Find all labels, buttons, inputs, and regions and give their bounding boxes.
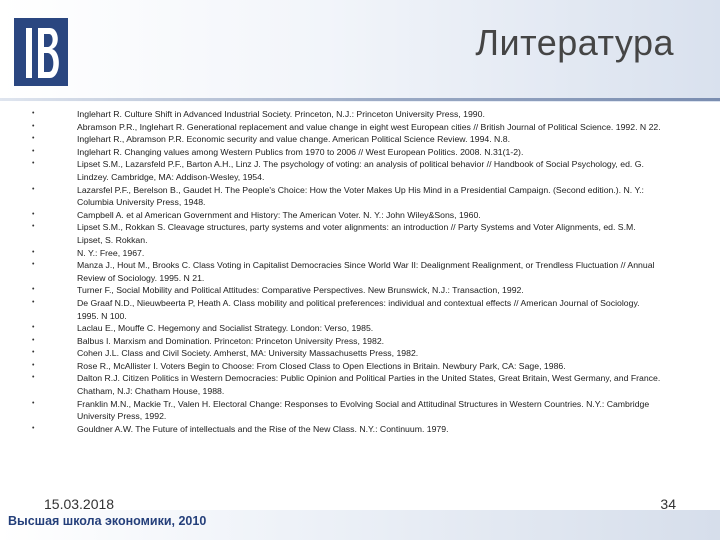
reference-text: De Graaf N.D., Nieuwbeerta P, Heath A. Class mobility and political preferences: individual and contextual effects // American Journal of Sociology. 1995. N 100. [77,297,640,321]
reference-item [32,121,662,134]
slide-title: Литература [475,22,674,63]
reference-item [32,322,662,335]
bullet-icon: • [32,286,35,294]
reference-item [32,184,662,209]
reference-text: Lipset S.M., Lazarsfeld P.F., Barton A.H., Linz J. The psychology of voting: an analysis of political behavior // Handbook of Social Psychology, ed. G. Lindzey. Cambridge, MA: Addison-Wesley, 1954. [77,159,644,182]
reference-item [32,423,662,436]
bullet-icon: • [32,324,35,332]
bullet-icon: • [32,298,35,306]
reference-text: Dalton R.J. Citizen Politics in Western Democracies: Public Opinion and Political Parties in the United States, Great Britain, West Germany, and France. Chatham, N.J: Chatham House, 1988. [77,373,661,397]
bullet-icon: • [32,261,35,269]
reference-item [32,221,662,246]
reference-text: Campbell A. et al American Government and History: The American Voter. N. Y.: John Wiley&Sons, 1960. [77,209,481,220]
reference-text: Cohen J.L. Class and Civil Society. Amherst, MA: University Massachusetts Press, 1982. [77,348,419,359]
reference-text: Manza J., Hout M., Brooks C. Class Voting in Capitalist Democracies Since World War II: Dealignment Realignment, or Trendless Fluctuation // Annual Review of Sociology. 1995. N 21. [77,260,655,283]
reference-item [32,133,662,146]
reference-item [32,209,662,222]
reference-text: Laclau E., Mouffe C. Hegemony and Socialist Strategy. London: Verso, 1985. [77,323,374,334]
reference-item [32,335,662,348]
bullet-icon: • [32,248,35,256]
bullet-icon: • [32,122,35,130]
reference-text: Rose R., McAllister I. Voters Begin to Choose: From Closed Class to Open Elections in Britain. Newbury Park, CA: Sage, 1986. [77,360,566,371]
reference-item [32,247,662,260]
reference-text: Inglehart R., Abramson P.R. Economic security and value change. American Political Science Review. 1994. N.8. [77,134,510,145]
slide-date: 15.03.2018 [44,496,115,512]
reference-text: Franklin M.N., Mackie Tr., Valen H. Electoral Change: Responses to Evolving Social and Attitudinal Structures in Western Countries. N.Y.: Cambridge University Press, 1992. [77,398,650,422]
page-number: 34 [660,496,676,512]
bullet-icon: • [32,361,35,369]
reference-text: Gouldner A.W. The Future of intellectuals and the Rise of the New Class. N.Y.: Continuum. 1979. [77,423,449,434]
bullet-icon: • [32,210,35,218]
bullet-icon: • [32,424,35,432]
reference-text: Abramson P.R., Inglehart R. Generational replacement and value change in eight west European cities // British Journal of Political Science. 1992. N 22. [77,121,661,132]
reference-text: N. Y.: Free, 1967. [77,247,145,258]
bullet-icon: • [32,135,35,143]
reference-item [32,347,662,360]
reference-text: Lipset S.M., Rokkan S. Cleavage structures, party systems and voter alignments: an introduction // Party Systems and Voter Alignments, ed. S.M. Lipset, S. Rokkan. [77,222,636,245]
reference-item [32,284,662,297]
reference-item [32,398,662,423]
reference-item [32,259,662,284]
reference-text: Lazarsfel P.F., Berelson B., Gaudet H. The People's Choice: How the Voter Makes Up His Mind in a Presidential Campaign. (Second edition.). N. Y.: Columbia University Press, 1948. [77,184,644,208]
reference-text: Inglehart R. Culture Shift in Advanced Industrial Society. Princeton, N.J.: Princeton University Press, 1990. [77,109,485,119]
reference-item [32,360,662,373]
bullet-icon: • [32,223,35,231]
bullet-icon: • [32,160,35,168]
reference-item [32,297,662,322]
bullet-icon: • [32,110,35,117]
reference-item [32,372,662,397]
bullet-icon: • [32,336,35,344]
bullet-icon: • [32,374,35,382]
organization-label: Высшая школа экономики, 2010 [8,514,207,528]
bullet-icon: • [32,349,35,357]
reference-item [32,146,662,159]
bullet-icon: • [32,399,35,407]
reference-text: Balbus I. Marxism and Domination. Princeton: Princeton University Press, 1982. [77,335,385,346]
reference-item [32,108,662,121]
reference-text: Turner F., Social Mobility and Political Attitudes: Comparative Perspectives. New Brunswick, N.J.: Transaction, 1992. [77,285,524,296]
reference-list [32,108,662,435]
bullet-icon: • [32,185,35,193]
reference-item [32,158,662,183]
bullet-icon: • [32,147,35,155]
reference-text: Inglehart R. Changing values among Western Publics from 1970 to 2006 // West European Politics. 2008. N.31(1-2). [77,146,524,157]
header-divider [0,98,720,101]
hse-logo-icon [14,18,68,86]
